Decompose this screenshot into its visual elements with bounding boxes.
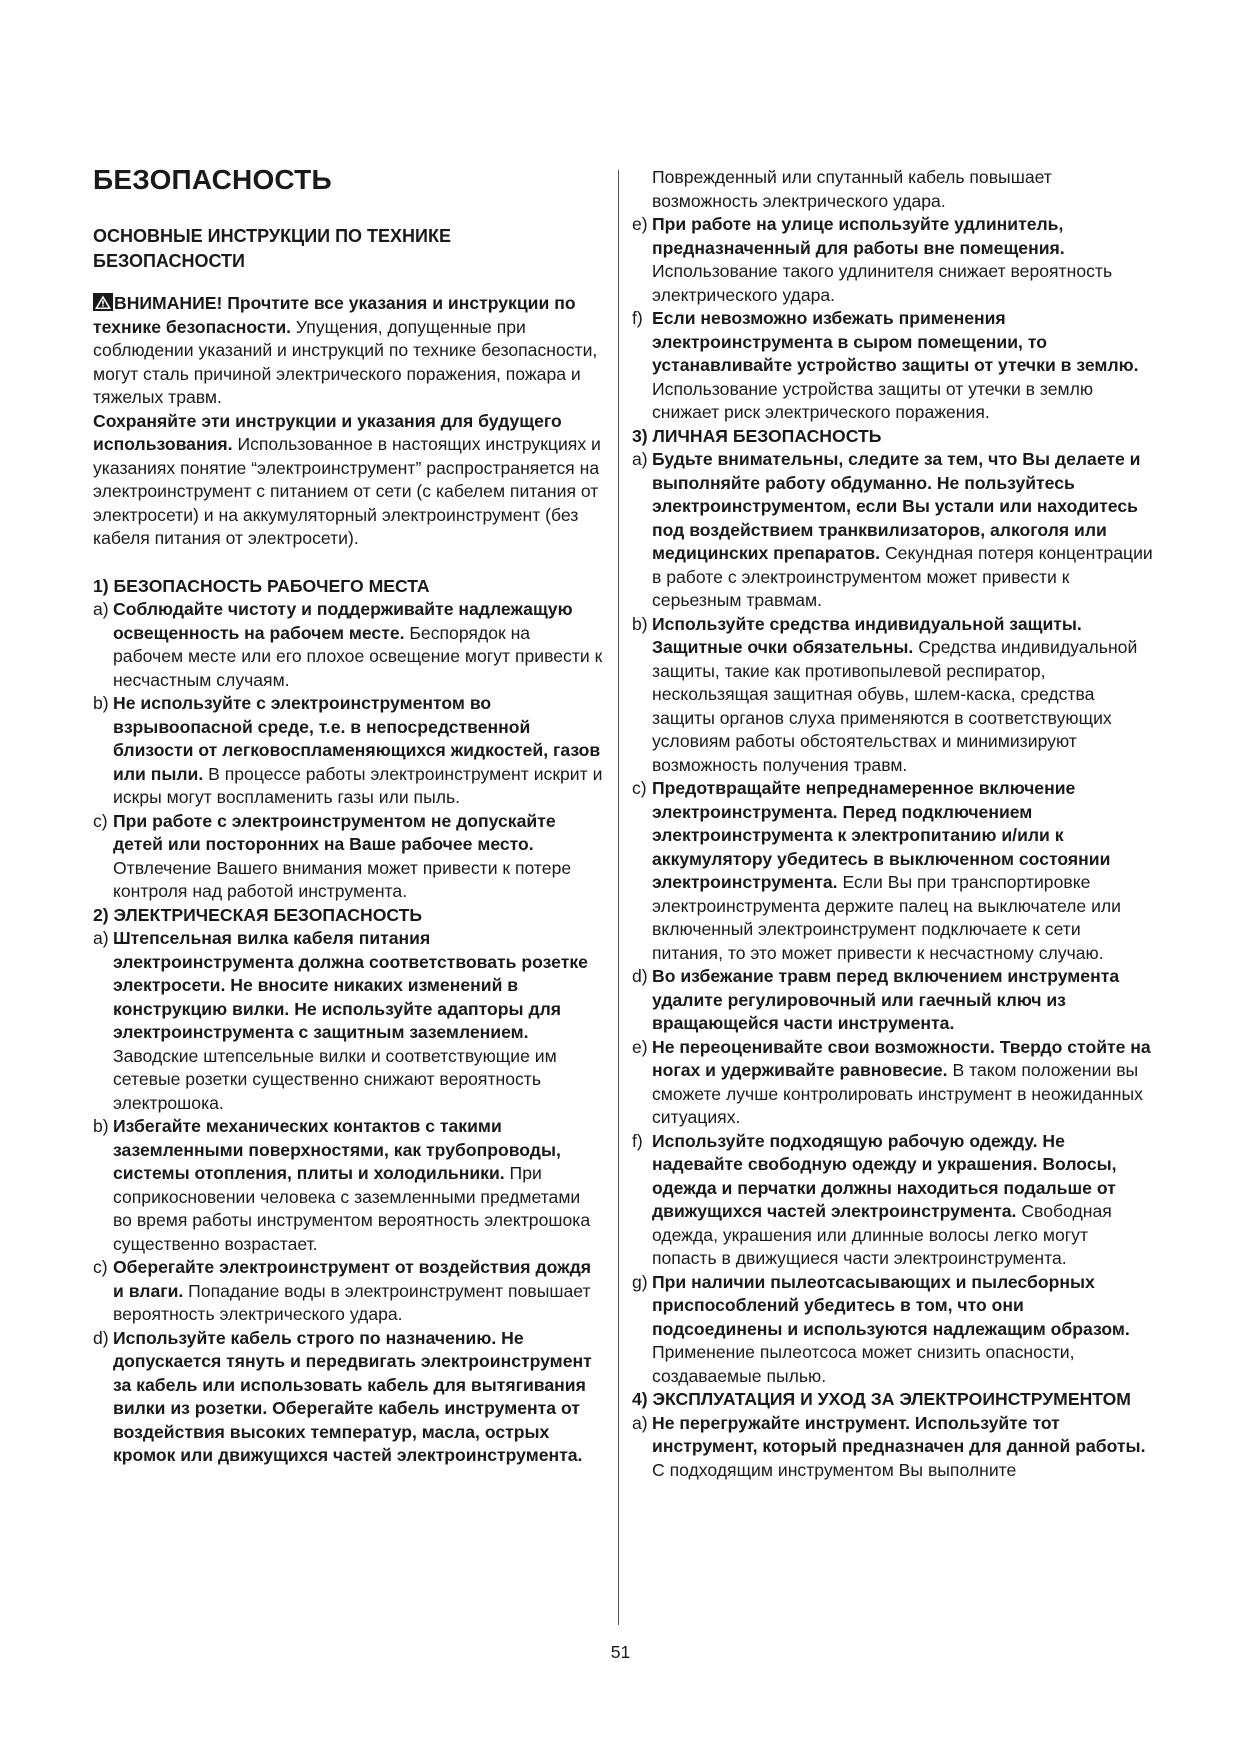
item-bold: Будьте внимательны, следите за тем, что Вы делаете и выполняйте работу обдуманно. Не пользуйтесь электроинструментом, если Вы устали или находитесь под воздействием транквилизаторов, алкоголя или медицинских препаратов. [652, 449, 1141, 563]
section-subtitle: ОСНОВНЫЕ ИНСТРУКЦИИ ПО ТЕХНИКЕ БЕЗОПАСНОСТИ [93, 226, 451, 271]
item-letter: c) [632, 778, 647, 798]
item-text: Попадание воды в электроинструмент повышает вероятность электрического удара. [113, 1280, 591, 1324]
item-bold: При работе с электроинструментом не допускайте детей или посторонних на Ваше рабочее место. [113, 810, 556, 854]
item-letter: b) [93, 693, 109, 713]
warning-text: Упущения, допущенные при соблюдении указаний и инструкций по технике безопасности, могут сталь причиной электрического поражения, пожара и тяжелых травм. [93, 316, 598, 407]
item-letter: b) [632, 613, 648, 634]
list-item [632, 448, 1154, 613]
item-letter: c) [93, 810, 108, 831]
item-bold: Используйте средства индивидуальной защиты. Защитные очки обязательны. [652, 613, 1082, 657]
left-column [93, 162, 603, 1468]
list-item [93, 692, 603, 810]
item-letter: a) [632, 449, 648, 469]
item-text: При соприкосновении человека с заземленными предметами во время работы инструментом вероятность электрошока существенно возрастает. [113, 1163, 591, 1254]
list-item [632, 213, 1154, 307]
item-letter: f) [632, 308, 643, 328]
section-3-title: 3) ЛИЧНАЯ БЕЗОПАСНОСТЬ [632, 425, 882, 446]
item-bold: Соблюдайте чистоту и поддерживайте надлежащую освещенность на рабочем месте. [113, 599, 573, 643]
save-instructions-paragraph [93, 410, 603, 551]
item-bold: Не используйте с электроинструментом во взрывоопасной среде, т.е. в непосредственной близости от легковоспламеняющихся жидкостей, газов или пыли. [113, 693, 601, 784]
item-text: Отвлечение Вашего внимания может привести к потере контроля над работой инструмента. [113, 857, 572, 901]
item-letter: b) [93, 1116, 109, 1136]
item-bold: Предотвращайте непреднамеренное включение электроинструмента. Перед подключением электроинструмента к электропитанию и/или к аккумулятору убедитесь в выключенном состоянии электроинструмента. [652, 778, 1111, 892]
item-text: В таком положении вы сможете лучше контролировать инструмент в неожиданных ситуациях. [652, 1060, 1143, 1127]
item-letter: a) [632, 1412, 648, 1433]
item-text: Заводские штепсельные вилки и соответствующие им сетевые розетки существенно снижают вероятность электрошока. [113, 1045, 557, 1113]
list-item [632, 1271, 1154, 1389]
list-item-continuation [632, 166, 1154, 213]
item-text: С подходящим инструментом Вы выполните [652, 1459, 1017, 1480]
item-text: Свободная одежда, украшения или длинные волосы легко могут попасть в движущиеся части электроинструмента. [652, 1201, 1112, 1268]
item-bold: Избегайте механических контактов с такими заземленными поверхностями, как трубопроводы, системы отопления, плиты и холодильники. [113, 1116, 561, 1183]
list-item [93, 598, 603, 692]
warning-triangle-icon [93, 293, 113, 311]
item-text: Применение пылеотсоса может снизить опасности, создаваемые пылью. [652, 1342, 1075, 1386]
list-item [632, 307, 1154, 425]
item-letter: e) [632, 214, 648, 234]
right-column [632, 166, 1154, 1482]
list-item [632, 1036, 1154, 1130]
warning-paragraph [93, 292, 603, 410]
item-bold: При наличии пылеотсасывающих и пылесборных приспособлений убедитесь в том, что они подсоединены и используются надлежащим образом. [652, 1271, 1130, 1339]
section-1-title: 1) БЕЗОПАСНОСТЬ РАБОЧЕГО МЕСТА [93, 575, 430, 596]
item-letter: d) [632, 966, 648, 986]
list-item [93, 927, 603, 1115]
item-bold: Во избежание травм перед включением инструмента удалите регулировочный или гаечный ключ из вращающейся части инструмента. [652, 966, 1120, 1033]
list-item [632, 965, 1154, 1036]
page-title: БЕЗОПАСНОСТЬ [93, 164, 332, 195]
list-item [93, 1256, 603, 1327]
list-item [632, 613, 1154, 778]
item-letter: a) [93, 599, 109, 619]
item-text: Беспорядок на рабочем месте или его плохое освещение могут привести к несчастным случаям. [113, 622, 603, 690]
section-4-title: 4) ЭКСПЛУАТАЦИЯ И УХОД ЗА ЭЛЕКТРОИНСТРУМЕНТОМ [632, 1389, 1131, 1409]
item-letter: g) [632, 1271, 648, 1292]
item-text: Если Вы при транспортировке электроинструмента держите палец на выключателе или включенный электроинструмент подключаете к сети питания, то это может привести к несчастному случаю. [652, 872, 1122, 963]
item-bold: Оберегайте электроинструмент от воздействия дождя и влаги. [113, 1257, 592, 1301]
warning-bold-text: ВНИМАНИЕ! Прочтите все указания и инструкции по технике безопасности. [93, 293, 576, 337]
item-bold: При работе на улице используйте удлинитель, предназначенный для работы вне помещения. [652, 214, 1065, 258]
item-bold: Штепсельная вилка кабеля питания электроинструмента должна соответствовать розетке электросети. Не вносите никаких изменений в конструкцию вилки. Не используйте адапторы для электроинструмента с защитным заземлением. [113, 928, 588, 1042]
item-text: Секундная потеря концентрации в работе с электроинструментом может привести к серьезным травмам. [652, 543, 1153, 610]
item-letter: c) [93, 1257, 108, 1277]
item-bold: Если невозможно избежать применения электроинструмента в сыром помещении, то устанавливайте устройство защиты от утечки в землю. [652, 308, 1139, 375]
section-2-title: 2) ЭЛЕКТРИЧЕСКАЯ БЕЗОПАСНОСТЬ [93, 904, 423, 925]
item-text: Поврежденный или спутанный кабель повышает возможность электрического удара. [652, 167, 1052, 211]
item-text: Средства индивидуальной защиты, такие как противопылевой респиратор, нескользящая защитная обувь, шлем-каска, средства защиты органов слуха применяются в соответствующих условиям работы обстоятельствах и минимизируют возможность получения травм. [652, 637, 1138, 775]
item-text: В процессе работы электроинструмент искрит и искры могут воспламенить газы или пыль. [113, 763, 603, 807]
item-text: Использование устройства защиты от утечки в землю снижает риск электрического поражения. [652, 378, 1094, 422]
save-bold-text: Сохраняйте эти инструкции и указания для будущего использования. [93, 410, 562, 454]
list-item [93, 1327, 603, 1468]
item-bold: Не перегружайте инструмент. Используйте тот инструмент, который предназначен для данной работы. [652, 1412, 1146, 1456]
list-item [632, 777, 1154, 965]
save-text: Использованное в настоящих инструкциях и указаниях понятие “электроинструмент” распространяется на электроинструмент с питанием от сети (с кабелем питания от электросети) и на аккумуляторный электроинструмент (без кабеля питания от электросети). [93, 434, 601, 548]
item-letter: d) [93, 1327, 109, 1348]
column-divider [618, 170, 619, 1625]
list-item [93, 810, 603, 904]
list-item [93, 1115, 603, 1256]
item-bold: Используйте кабель строго по назначению. Не допускается тянуть и передвигать электроинструмент за кабель или использовать кабель для вытягивания вилки из розетки. Оберегайте кабель инструмента от воздействия высоких температур, масла, острых кромок или движущихся частей электроинструмента. [113, 1327, 592, 1465]
list-item [632, 1412, 1154, 1483]
item-letter: e) [632, 1036, 648, 1057]
item-letter: a) [93, 928, 109, 948]
item-text: Использование такого удлинителя снижает вероятность электрического удара. [652, 261, 1113, 305]
page-number: 51 [610, 1642, 631, 1662]
item-bold: Не переоценивайте свои возможности. Твердо стойте на ногах и удерживайте равновесие. [652, 1036, 1151, 1080]
item-bold: Используйте подходящую рабочую одежду. Не надевайте свободную одежду и украшения. Волосы, одежда и перчатки должны находиться подальше от движущихся частей электроинструмента. [652, 1130, 1117, 1221]
item-letter: f) [632, 1130, 643, 1151]
list-item [632, 1130, 1154, 1271]
